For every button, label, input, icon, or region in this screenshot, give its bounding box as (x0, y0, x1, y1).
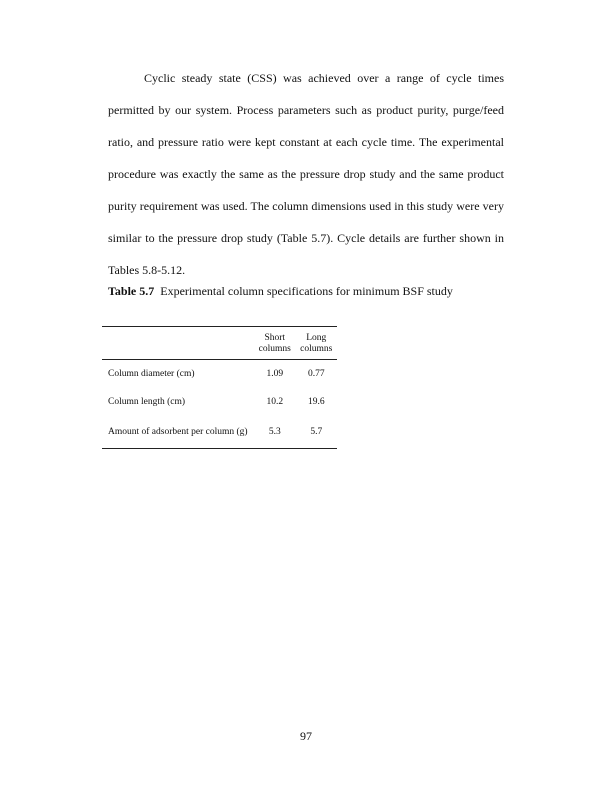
row-label: Column diameter (cm) (108, 368, 195, 379)
table-row (102, 360, 337, 389)
table-row (102, 416, 337, 449)
row-label: Column length (cm) (108, 396, 186, 407)
cell-value: 0.77 (307, 369, 325, 379)
table-header-row (102, 327, 337, 360)
row-label: Amount of adsorbent per column (g) (108, 426, 248, 437)
cell-value: 5.3 (268, 427, 281, 437)
column-specs-table (102, 326, 337, 449)
table-caption-label: Table 5.7 (108, 284, 155, 298)
cell-value: 19.6 (307, 397, 325, 407)
body-paragraph: Cyclic steady state (CSS) was achieved over a range of cycle times permitted by our system. Process parameters such as product purity, purge/feed ratio, and pressure ratio were kept constant at each cycle time. The experimental procedure was exactly the same as the pressure drop study and the same product purity requirement was used. The column dimensions used in this study were very similar to the pressure drop study (Table 5.7). Cycle details are further shown in Tables 5.8-5.12. (108, 71, 504, 277)
cell-value: 1.09 (266, 369, 284, 379)
table-caption-text: Experimental column specifications for minimum BSF study (154, 284, 453, 298)
page-number: 97 (300, 729, 312, 743)
header-cell: Long columns (300, 333, 333, 354)
cell-value: 5.7 (310, 427, 323, 437)
header-cell (102, 327, 254, 360)
table-row (102, 388, 337, 416)
header-cell: Short columns (258, 333, 291, 354)
table-caption (108, 284, 453, 299)
cell-value: 10.2 (266, 397, 284, 407)
